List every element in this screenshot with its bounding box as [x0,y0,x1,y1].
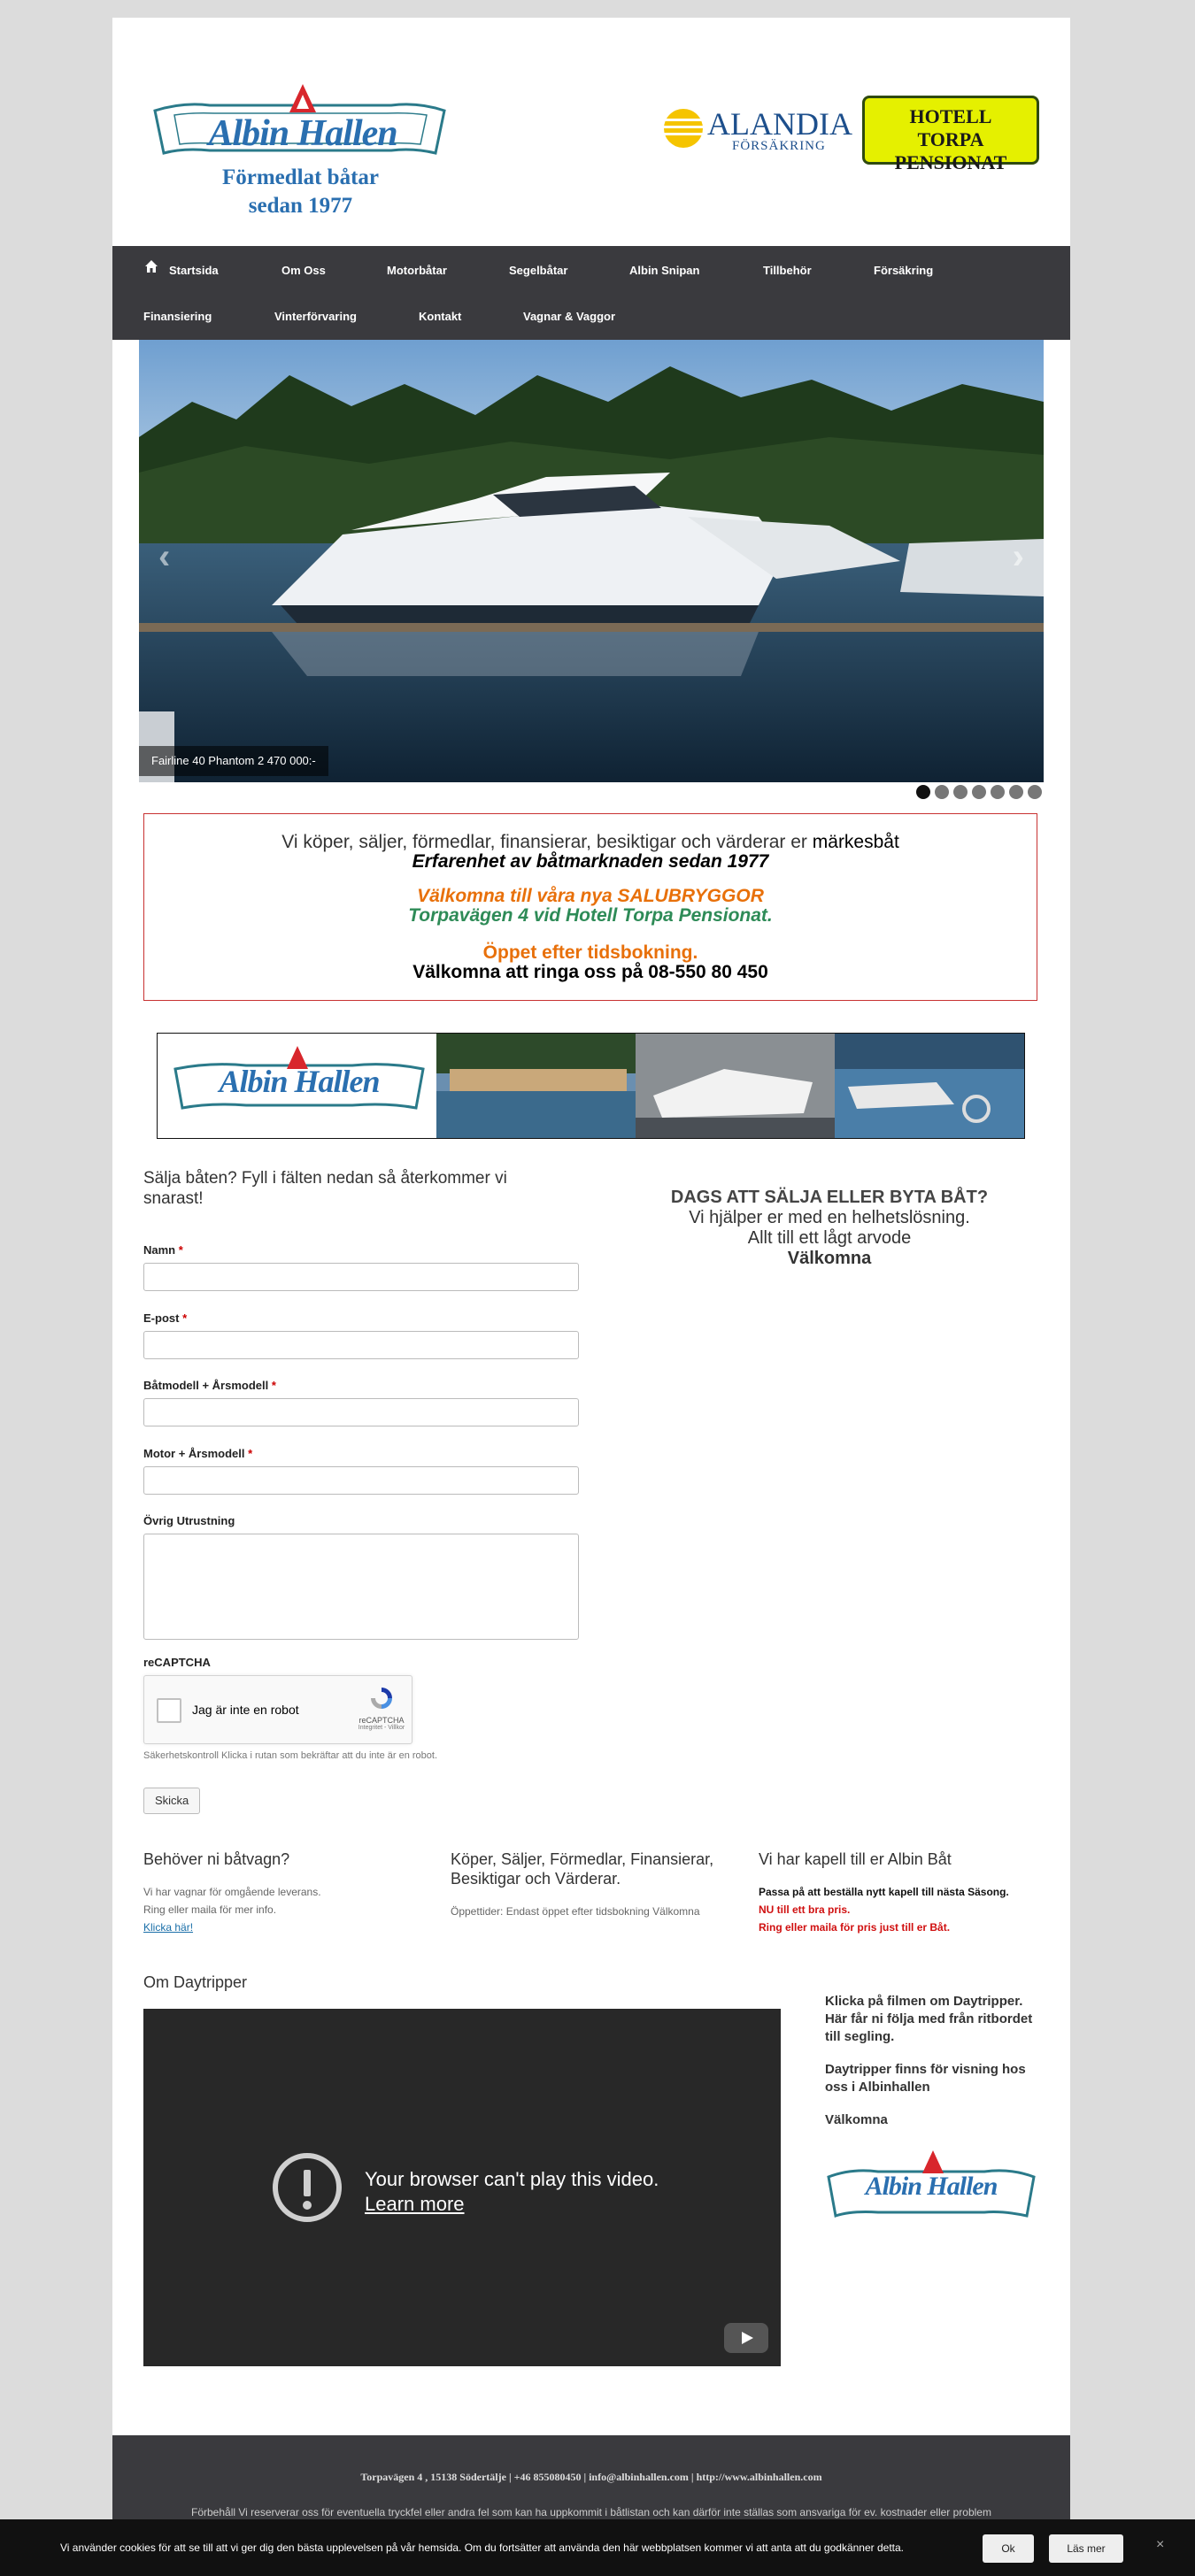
services-text: Öppettider: Endast öppet efter tidsbokning Välkomna [451,1905,700,1918]
nav-vagnar-vaggor[interactable]: Vagnar & Vaggor [523,310,616,323]
slider-caption: Fairline 40 Phantom 2 470 000:- [139,746,328,776]
video-learn-more-link[interactable]: Learn more [365,2193,465,2215]
youtube-icon[interactable] [724,2323,768,2353]
sell-info [626,1188,1033,1269]
alandia-logo[interactable] [661,102,852,155]
recaptcha-text: Jag är inte en robot [192,1703,299,1717]
footer-disclaimer: Förbehåll Vi reserverar oss för eventuella tryckfel eller andra fel som kan ha uppkommit i båtlistan och kan därför inte ställas som ansvariga för ev. kostnader eller problem [191,2506,991,2518]
welcome-notice [143,813,1037,1001]
trailer-link[interactable]: Klicka här! [143,1921,194,1934]
boat-model-input[interactable] [143,1398,579,1426]
cover-widget [759,1849,1051,1936]
trailer-text-2: Ring eller maila för mer info. [143,1903,277,1916]
services-widget [451,1849,743,1920]
recaptcha-logo [357,1685,406,1731]
alandia-sub: FÖRSÄKRING [732,139,826,153]
nav-forsakring[interactable]: Försäkring [874,264,934,277]
page [112,18,1070,2576]
logo-text: Albin Hallen [208,113,397,154]
nav-vinterforvaring[interactable]: Vinterförvaring [274,310,357,323]
boat-photo [139,340,1044,782]
name-label: Namn * [143,1243,183,1257]
notice-line-2: Erfarenhet av båtmarknaden sedan 1977 [412,851,769,872]
cover-text-3: Ring eller maila för pris just till er Båt. [759,1921,951,1934]
nav-kontakt[interactable]: Kontakt [419,310,462,323]
cookie-bar [0,2519,1195,2576]
trailer-text-1: Vi har vagnar för omgående leverans. [143,1886,321,1898]
sell-line-4: Välkomna [787,1249,872,1268]
nav-finansiering[interactable]: Finansiering [143,310,212,323]
email-input[interactable] [143,1331,579,1359]
logo-tagline-1: Förmedlat båtar [221,165,380,189]
banner-logo-text: Albin Hallen [219,1064,380,1099]
equipment-label: Övrig Utrustning [143,1514,235,1527]
slider-dot[interactable] [1028,785,1042,799]
recaptcha-checkbox[interactable] [157,1698,181,1723]
notice-line-4: Torpavägen 4 vid Hotell Torpa Pensionat. [408,905,773,926]
daytripper-video[interactable] [143,2009,781,2366]
side-text-1: Klicka på filmen om Daytripper. Här får ni följa med från ritbordet till segling. [825,1994,1033,2044]
sun-icon [661,106,705,150]
site-header [112,18,1070,246]
sell-line-3: Allt till ett lågt arvode [747,1228,912,1248]
notice-line-5: Öppet efter tidsbokning. [482,942,698,963]
name-input[interactable] [143,1263,579,1291]
torpa-line-2: TORPA PENSIONAT [894,128,1007,173]
nav-tillbehor[interactable]: Tillbehör [763,264,812,277]
close-icon[interactable]: × [1156,2537,1165,2552]
cover-text-1: Passa på att beställa nytt kapell till nästa Säsong. [759,1886,1009,1898]
recaptcha-label: reCAPTCHA [143,1656,211,1669]
side-logo [825,2142,1037,2230]
trailer-title: Behöver ni båtvagn? [143,1850,290,1868]
slider-dot[interactable] [935,785,949,799]
slider-prev-button[interactable]: ‹ [158,537,171,576]
footer-address: Torpavägen 4 , 15138 Södertälje | +46 855080450 | info@albinhallen.com | http://www.albinhallen.com [360,2471,822,2483]
main-navigation [112,246,1070,340]
recaptcha-links[interactable]: Integritet - Villkor [358,1725,405,1731]
sell-line-1: DAGS ATT SÄLJA ELLER BYTA BÅT? [670,1188,989,1207]
cookie-read-more-button[interactable]: Läs mer [1049,2534,1123,2563]
slider-dot[interactable] [1009,785,1023,799]
image-slider[interactable] [139,340,1044,782]
home-icon[interactable] [144,259,158,278]
submit-button[interactable]: Skicka [143,1788,200,1814]
nav-om-oss[interactable]: Om Oss [281,264,326,277]
recaptcha-icon [368,1685,395,1711]
notice-line-1-text: Vi köper, säljer, förmedlar, finansierar, besiktigar och värderar er [281,832,807,852]
daytripper-title: Om Daytripper [143,1973,248,1991]
motor-label: Motor + Årsmodell * [143,1447,253,1460]
daytripper-side-info [825,1993,1042,2129]
motor-input[interactable] [143,1466,579,1495]
recaptcha-help-text: Säkerhetskontroll Klicka i rutan som bekräftar att du inte är en robot. [143,1750,437,1761]
slider-dot[interactable] [972,785,986,799]
nav-startsida[interactable]: Startsida [169,264,219,277]
site-logo[interactable] [148,66,453,235]
boat-model-label: Båtmodell + Årsmodell * [143,1379,276,1392]
logo-tagline-2: sedan 1977 [248,194,353,218]
cookie-text: Vi använder cookies för att se till att vi ger dig den bästa upplevelsen på vår hemsida. Om du fortsätter att använda den här webbplatsen kommer vi att anta att du godkänner detta. [60,2541,905,2554]
side-text-2: Daytripper finns för visning hos oss i Albinhallen [825,2062,1026,2095]
alert-icon [272,2152,343,2223]
slider-dot[interactable] [991,785,1005,799]
slider-dot[interactable] [916,785,930,799]
nav-segelbatar[interactable]: Segelbåtar [509,264,568,277]
notice-line-6: Välkomna att ringa oss på 08-550 80 450 [412,962,768,982]
slider-next-button[interactable]: › [1012,537,1024,576]
recaptcha-widget [143,1675,412,1744]
torpa-line-1: HOTELL [909,105,992,127]
nav-albin-snipan[interactable]: Albin Snipan [629,264,700,277]
side-text-3: Välkomna [825,2112,888,2127]
notice-line-1 [144,832,1037,853]
cover-text-2: NU till ett bra pris. [759,1903,851,1916]
notice-line-3: Välkomna till våra nya SALUBRYGGOR [417,886,764,906]
recaptcha-brand: reCAPTCHA [358,1716,405,1725]
trailer-widget [143,1849,409,1936]
cookie-ok-button[interactable]: Ok [983,2534,1034,2563]
email-label: E-post * [143,1311,188,1325]
torpa-pensionat-logo[interactable] [862,96,1039,173]
nav-motorbatar[interactable]: Motorbåtar [387,264,447,277]
form-title: Sälja båten? Fyll i fälten nedan så återkommer vi snarast! [143,1169,507,1208]
albinhallen-banner [157,1033,1025,1139]
services-title: Köper, Säljer, Förmedlar, Finansierar, Besiktigar och Värderar. [451,1850,714,1888]
side-logo-text: Albin Hallen [865,2172,998,2201]
notice-line-1-highlight: märkesbåt [812,832,899,852]
alandia-name: ALANDIA [707,106,852,142]
video-error-message: Your browser can't play this video. [365,2168,659,2190]
equipment-textarea[interactable] [143,1534,579,1640]
sell-line-2: Vi hjälper er med en helhetslösning. [689,1208,970,1227]
slider-dot[interactable] [953,785,968,799]
cover-title: Vi har kapell till er Albin Båt [759,1850,952,1868]
